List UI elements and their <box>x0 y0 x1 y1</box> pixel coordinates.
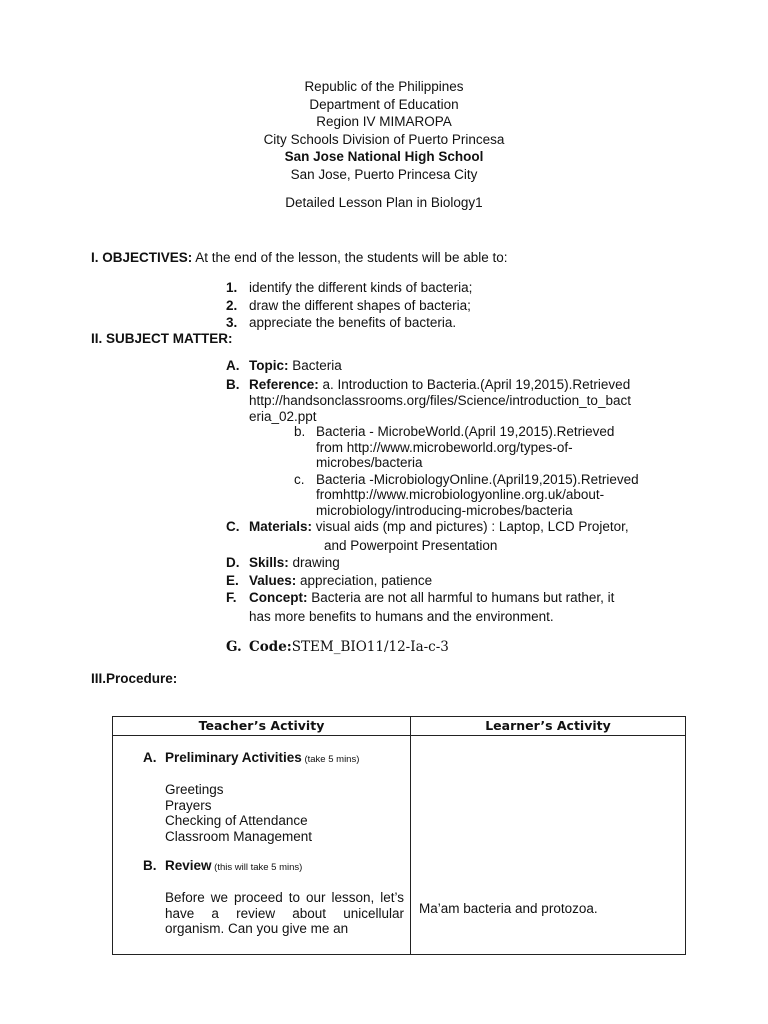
learner-activity-cell <box>411 736 686 955</box>
materials-value: visual aids (mp and pictures) : Laptop, LCD Projetor, <box>312 519 629 534</box>
item-number: 1. <box>226 280 238 295</box>
document-title: Detailed Lesson Plan in Biology1 <box>285 195 483 210</box>
skills-row <box>226 555 686 572</box>
review-note: (this will take 5 mins) <box>211 862 303 873</box>
values-value: appreciation, patience <box>296 572 433 588</box>
reference-c <box>226 472 686 519</box>
code-label: Code: <box>249 639 292 655</box>
item-letter: D. <box>226 555 240 570</box>
prelim-title: Preliminary Activities <box>165 750 302 765</box>
list-item: Prayers <box>165 797 212 813</box>
list-item: Greetings <box>165 782 224 797</box>
procedure-heading: III.Procedure: <box>91 671 178 686</box>
sub-letter: c. <box>294 471 305 487</box>
header-line-division: City Schools Division of Puerto Princesa <box>263 131 505 147</box>
concept-row <box>226 590 686 625</box>
item-letter: A. <box>143 750 157 765</box>
item-letter: B. <box>143 858 157 873</box>
reference-b-line: from http://www.microbeworld.org/types-of- <box>316 439 573 455</box>
objectives-intro: At the end of the lesson, the students will be able to: <box>192 250 508 265</box>
list-item <box>226 297 472 315</box>
list-item <box>226 279 472 297</box>
sub-letter: b. <box>294 424 306 439</box>
column-header-teacher: Teacher’s Activity <box>113 717 411 736</box>
concept-value: Bacteria are not all harmful to humans but rather, it <box>307 590 615 605</box>
concept-label: Concept: <box>249 590 308 605</box>
materials-label: Materials: <box>249 519 313 534</box>
reference-b <box>226 424 686 471</box>
reference-c-line: Bacteria -MicrobiologyOnline.(April19,2015).Retrieved <box>316 471 639 487</box>
prelim-heading <box>143 750 404 768</box>
skills-value: drawing <box>288 555 340 570</box>
reference-a-line: a. Introduction to Bacteria.(April 19,2015).Retrieved <box>318 376 631 392</box>
topic-label: Topic: <box>249 358 289 373</box>
learner-answer: Ma’am bacteria and protozoa. <box>419 901 598 916</box>
item-text: appreciate the benefits of bacteria. <box>249 315 457 330</box>
list-item: Checking of Attendance <box>165 813 308 828</box>
item-text: draw the different shapes of bacteria; <box>249 297 471 313</box>
table-row <box>113 736 686 955</box>
item-letter: E. <box>226 572 239 588</box>
school-name: San Jose National High School <box>284 149 484 164</box>
values-row <box>226 573 686 590</box>
review-paragraph: Before we proceed to our lesson, let’s have a review about unicellular organism. Can you give me an <box>165 890 404 936</box>
reference-c-line: microbiology/introducing-microbes/bacteria <box>316 502 573 518</box>
table-header-row <box>113 717 686 736</box>
reference-b-line: Bacteria - MicrobeWorld.(April 19,2015).Retrieved <box>316 424 615 439</box>
procedure-table <box>112 716 686 955</box>
reference-a-line: http://handsonclassrooms.org/files/Science/introduction_to_bact <box>249 393 631 408</box>
item-number: 3. <box>226 315 238 330</box>
header-line-republic: Republic of the Philippines <box>304 79 464 94</box>
header-line-department: Department of Education <box>309 96 459 112</box>
column-header-learner: Learner’s Activity <box>411 717 686 736</box>
header-line-region: Region IV MIMAROPA <box>316 114 452 129</box>
review-heading <box>143 858 404 876</box>
materials-row <box>226 519 686 554</box>
school-address: San Jose, Puerto Princesa City <box>290 166 478 182</box>
item-letter: F. <box>226 590 237 605</box>
prelim-items <box>143 782 404 844</box>
objectives-heading: I. OBJECTIVES: <box>91 250 193 265</box>
reference-row <box>226 377 686 425</box>
reference-c-line: fromhttp://www.microbiologyonline.org.uk/about- <box>316 487 605 502</box>
subject-matter-heading: II. SUBJECT MATTER: <box>91 331 233 346</box>
item-letter: G. <box>226 639 242 655</box>
subject-matter-list <box>226 358 686 656</box>
item-text: identify the different kinds of bacteria; <box>249 280 473 295</box>
list-item <box>226 314 472 332</box>
review-title: Review <box>165 858 212 873</box>
item-letter: A. <box>226 358 240 373</box>
item-number: 2. <box>226 297 238 313</box>
topic-row <box>226 358 686 375</box>
concept-value: has more benefits to humans and the environment. <box>249 608 554 624</box>
code-row <box>226 639 686 656</box>
item-letter: C. <box>226 519 240 534</box>
objectives-heading-line <box>91 250 508 266</box>
objectives-list <box>226 279 472 332</box>
prelim-note: (take 5 mins) <box>301 754 360 765</box>
materials-value: and Powerpoint Presentation <box>324 537 498 553</box>
values-label: Values: <box>249 572 297 588</box>
reference-b-line: microbes/bacteria <box>316 455 423 470</box>
teacher-activity-cell <box>113 736 411 955</box>
item-letter: B. <box>226 376 240 392</box>
list-item: Classroom Management <box>165 828 313 844</box>
reference-a-line: eria_02.ppt <box>249 408 317 424</box>
code-value: STEM_BIO11/12-Ia-c-3 <box>291 639 449 655</box>
document-header <box>0 78 768 212</box>
reference-label: Reference: <box>249 376 319 392</box>
topic-value: Bacteria <box>288 358 342 373</box>
skills-label: Skills: <box>249 555 289 570</box>
